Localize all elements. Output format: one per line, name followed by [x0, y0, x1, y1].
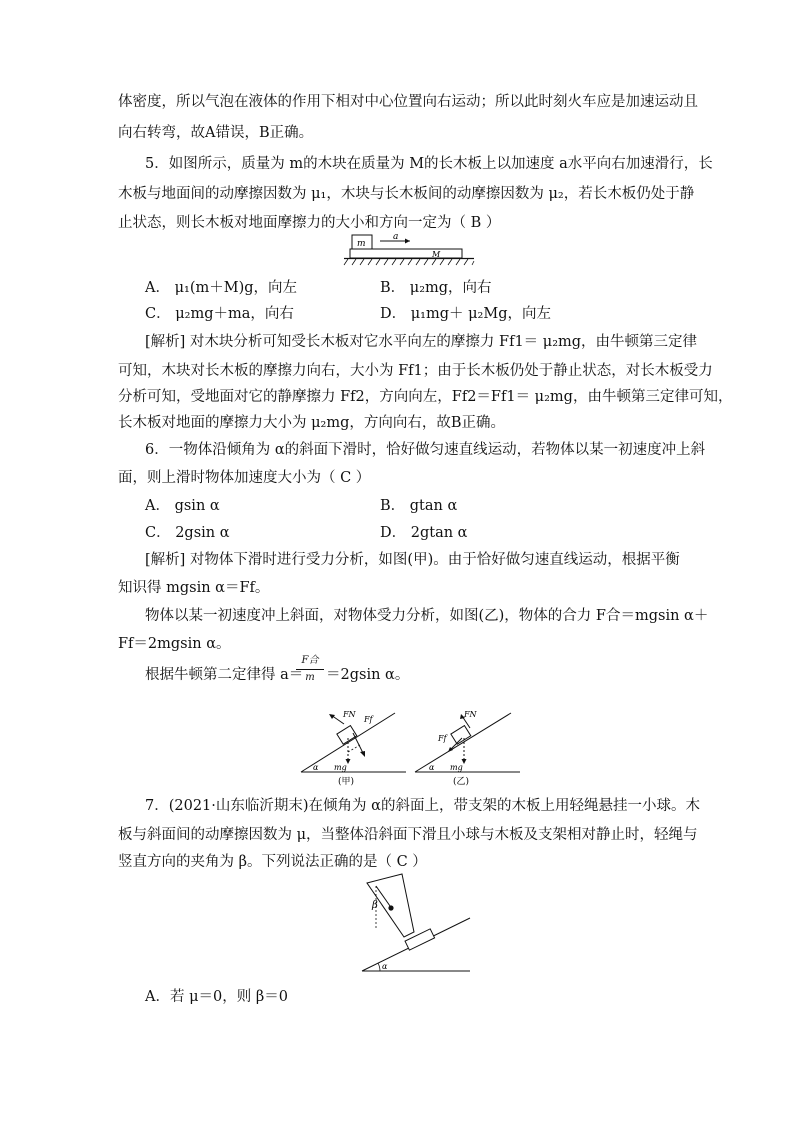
question-5-stem: 5．如图所示，质量为 m的木块在质量为 M的长木板上以加速度 a水平向右加速滑行，长	[145, 156, 713, 172]
text-line: 止状态，则长木板对地面摩擦力的大小和方向一定为（ B ）	[118, 215, 501, 231]
text-line: 可知，木块对长木板的摩擦力向右，大小为 Ff1；由于长木板仍处于静止状态，对长木板受力	[118, 363, 713, 379]
equation-suffix: ＝2gsin α。	[326, 667, 410, 683]
text-line: 板与斜面间的动摩擦因数为 μ，当整体沿斜面下滑且小球与木板及支架相对静止时，轻绳与	[118, 827, 698, 843]
fraction-bar	[296, 669, 324, 670]
text-line: 分析可知，受地面对它的静摩擦力 Ff2，方向向左，Ff2＝Ff1＝ μ₂mg，由牛顿第三定律可知，	[118, 389, 733, 405]
option-D: D． 2gtan α	[380, 525, 468, 541]
text-line: Ff＝2mgsin α。	[118, 636, 231, 652]
fraction-denominator: m	[305, 672, 315, 683]
option-A: A．若 μ＝0，则 β＝0	[145, 989, 288, 1005]
block	[451, 726, 471, 745]
text-line: 木板与地面间的动摩擦因数为 μ₁，木块与长木板间的动摩擦因数为 μ₂，若长木板仍处于静	[118, 186, 695, 202]
small-ball	[388, 905, 393, 910]
friction-force-label: Ff	[438, 734, 447, 743]
option-B: B． μ₂mg，向右	[380, 280, 492, 296]
incline-pendulum-figure	[350, 870, 475, 975]
normal-force-label: FN	[343, 710, 356, 719]
caption-jia: (甲)	[338, 777, 355, 787]
angle-alpha-label: α	[313, 763, 319, 772]
gravity-label: mg	[334, 763, 347, 772]
question-6-stem: 6．一物体沿倾角为 α的斜面下滑时，恰好做匀速直线运动，若物体以某一初速度冲上斜	[145, 442, 706, 458]
acceleration-label: a	[393, 232, 399, 242]
option-A: A． gsin α	[145, 498, 220, 514]
text-line: 向右转弯，故A错误，B正确。	[118, 125, 314, 141]
board-M-label: M	[432, 250, 441, 259]
normal-force-label: FN	[464, 710, 477, 719]
text-line: 物体以某一初速度冲上斜面，对物体受力分析，如图(乙)，物体的合力 F合＝mgsin α＋	[145, 608, 709, 624]
force-diagrams	[298, 706, 523, 788]
option-D: D． μ₁mg＋ μ₂Mg，向左	[380, 306, 551, 322]
text-line: 面，则上滑时物体加速度大小为（ C ）	[118, 470, 371, 486]
text-line: 体密度，所以气泡在液体的作用下相对中心位置向右运动；所以此时刻火车应是加速运动且	[118, 94, 698, 110]
force-diagram-jia	[301, 710, 406, 787]
block-m-label: m	[357, 239, 366, 249]
equation-prefix: 根据牛顿第二定律得 a＝	[145, 667, 304, 683]
text-line: 长木板对地面的摩擦力大小为 μ₂mg，方向向右，故B正确。	[118, 415, 506, 431]
board-M	[350, 249, 462, 258]
question-7-stem: 7．(2021·山东临沂期末)在倾角为 α的斜面上，带支架的木板上用轻绳悬挂一小球。木	[145, 798, 700, 814]
fraction-numerator: F合	[301, 655, 319, 666]
option-A: A． μ₁(m＋M)g，向左	[145, 280, 298, 296]
option-B: B． gtan α	[380, 498, 458, 514]
force-diagram-yi	[415, 710, 520, 787]
analysis-text: [解析] 对木块分析可知受长木板对它水平向左的摩擦力 Ff1＝ μ₂mg，由牛顿第三定律	[145, 334, 698, 350]
block-board-figure	[340, 232, 480, 272]
angle-beta-label: β	[372, 900, 378, 911]
text-line: 竖直方向的夹角为 β。下列说法正确的是（ C ）	[118, 854, 427, 870]
caption-yi: (乙)	[453, 777, 470, 787]
friction-force-label: Ff	[364, 715, 373, 724]
option-C: C． μ₂mg＋ma，向右	[145, 306, 294, 322]
angle-alpha-label: α	[382, 962, 388, 971]
analysis-text: [解析] 对物体下滑时进行受力分析，如图(甲)。由于恰好做匀速直线运动，根据平衡	[145, 552, 680, 568]
option-C: C． 2gsin α	[145, 525, 230, 541]
angle-alpha-label: α	[429, 763, 435, 772]
fraction	[296, 654, 324, 685]
gravity-label: mg	[450, 763, 463, 772]
text-line: 知识得 mgsin α＝Ff。	[118, 580, 270, 596]
